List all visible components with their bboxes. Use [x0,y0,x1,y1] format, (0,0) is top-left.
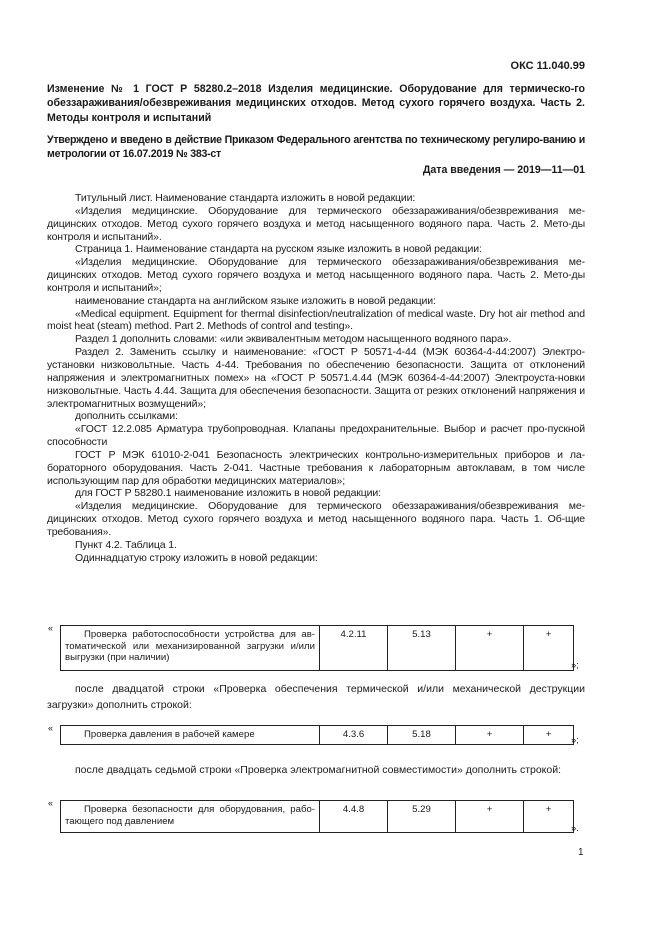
paragraph: Титульный лист. Наименование стандарта изложить в новой редакции: [75,192,416,204]
table-cell-mark: + [456,726,524,745]
table-cell-clause: 4.3.6 [320,726,388,745]
table-cell-description [61,801,320,833]
table-cell-mark: + [524,801,574,833]
table-cell-method: 5.29 [388,801,456,833]
close-quote: ». [571,823,579,834]
table-cell-description [61,626,320,671]
cell-text: Проверка работоспособности устройства для ав-томатической или механизированной загрузки и/или выгрузки (при наличии) [65,629,315,664]
close-quote: »; [571,735,579,746]
close-quote: »; [571,660,579,671]
paragraph: Одиннадцатую строку изложить в новой редакции: [75,551,318,564]
paragraph: дополнить ссылками: [75,410,178,423]
page-number: 1 [578,847,584,858]
table-cell-clause: 4.4.8 [320,801,388,833]
paragraph: наименование стандарта на английском языке изложить в новой редакции: [75,294,436,307]
cell-text: Проверка безопасности для оборудования, рабо-тающего под давлением [65,804,315,827]
paragraph: «Изделия медицинские. Оборудование для термического обеззараживания/обезвреживания ме-дицинских отходов. Метод сухого горячего воздуха и метод насыщенного водяного пара. Часть 2. Мето-ды контроля и испытаний». [47,204,585,243]
table-cell-method: 5.18 [388,726,456,745]
table-cell-mark: + [456,801,524,833]
paragraph: ГОСТ Р МЭК 61010-2-041 Безопасность электрических контрольно-измерительных приборов и ла-бораторного оборудования. Часть 2-041. Частные требования к лабораторным автоклавам, в том числе использующим пар для обработки медицинских материалов»; [47,448,585,487]
open-quote: « [48,798,54,808]
paragraph: «Изделия медицинские. Оборудование для термического обеззараживания/обезвреживания ме-дицинских отходов. Метод сухого горячего воздуха и метод насыщенного водяного пара. Часть 1. Об-щие требования». [47,500,585,538]
paragraph: «ГОСТ 12.2.085 Арматура трубопроводная. Клапаны предохранительные. Выбор и расчет про-пускной способности [47,423,585,449]
table-row [60,625,574,671]
table-cell-mark: + [524,626,574,671]
classification-code: ОКС 11.040.99 [510,60,585,72]
paragraph: для ГОСТ Р 58280.1 наименование изложить в новой редакции: [75,487,381,500]
paragraph: Пункт 4.2. Таблица 1. [75,538,177,551]
table-cell-clause: 4.2.11 [320,626,388,671]
table-cell-mark: + [456,626,524,671]
table-cell-description [61,726,320,745]
approval-statement: Утверждено и введено в действие Приказом Федерального агентства по техническому регулиро-ванию и метрологии от 16.07.2019 № 383-ст [47,134,585,161]
effective-date: Дата введения — 2019—11—01 [422,164,585,176]
paragraph: «Изделия медицинские. Оборудование для термического обеззараживания/обезвреживания ме-дицинских отходов. Метод сухого горячего воздуха и метод насыщенного водяного пара. Часть 2. Мето-ды контроля и испытаний»; [47,256,585,294]
open-quote: « [48,723,54,733]
table-row [60,800,574,833]
table-row [60,725,574,745]
paragraph: Раздел 1 дополнить словами: «или эквивалентным методом насыщенного водяного пара». [75,333,512,346]
paragraph: «Medical equipment. Equipment for thermal disinfection/neutralization of medical waste. Dry hot air method and moist heat (steam) method. Part 2. Methods of control and testing». [47,307,585,333]
instruction-after-twenty-seventh: после двадцать седьмой строки «Проверка электромагнитной совместимости» дополнить строкой: [75,764,562,776]
table-cell-method: 5.13 [388,626,456,671]
amendment-body [47,192,585,564]
open-quote: « [48,623,54,633]
amendment-title: Изменение № 1 ГОСТ Р 58280.2–2018 Изделия медицинские. Оборудование для термическо-го обеззараживания/обезвреживания медицинских отходов. Метод сухого горячего воздуха. Часть 2. Методы контроля и испытаний [47,83,585,124]
paragraph: Раздел 2. Заменить ссылку и наименование: «ГОСТ Р 50571-4-44 (МЭК 60364-4-44:2007) Электро-установки низковольтные. Часть 4-44. Требования по обеспечению безопасности. Защита от отклонений напряжения и электромагнитных помех» на «ГОСТ Р 50571.4.44 (МЭК 60364-4-44:2007) Электроуста-новки низковольтные. Часть 4.44. Защита для обеспечения безопасности. Защита от резких отклонений напряжения и электромагнитных возмущений»; [47,346,585,410]
cell-text: Проверка давления в рабочей камере [84,729,255,740]
table-cell-mark: + [524,726,574,745]
instruction-after-twentieth: после двадцатой строки «Проверка обеспечения термической и/или механической деструкции загрузки» дополнить строкой: [47,683,585,711]
paragraph: Страница 1. Наименование стандарта на русском языке изложить в новой редакции: [75,243,482,256]
